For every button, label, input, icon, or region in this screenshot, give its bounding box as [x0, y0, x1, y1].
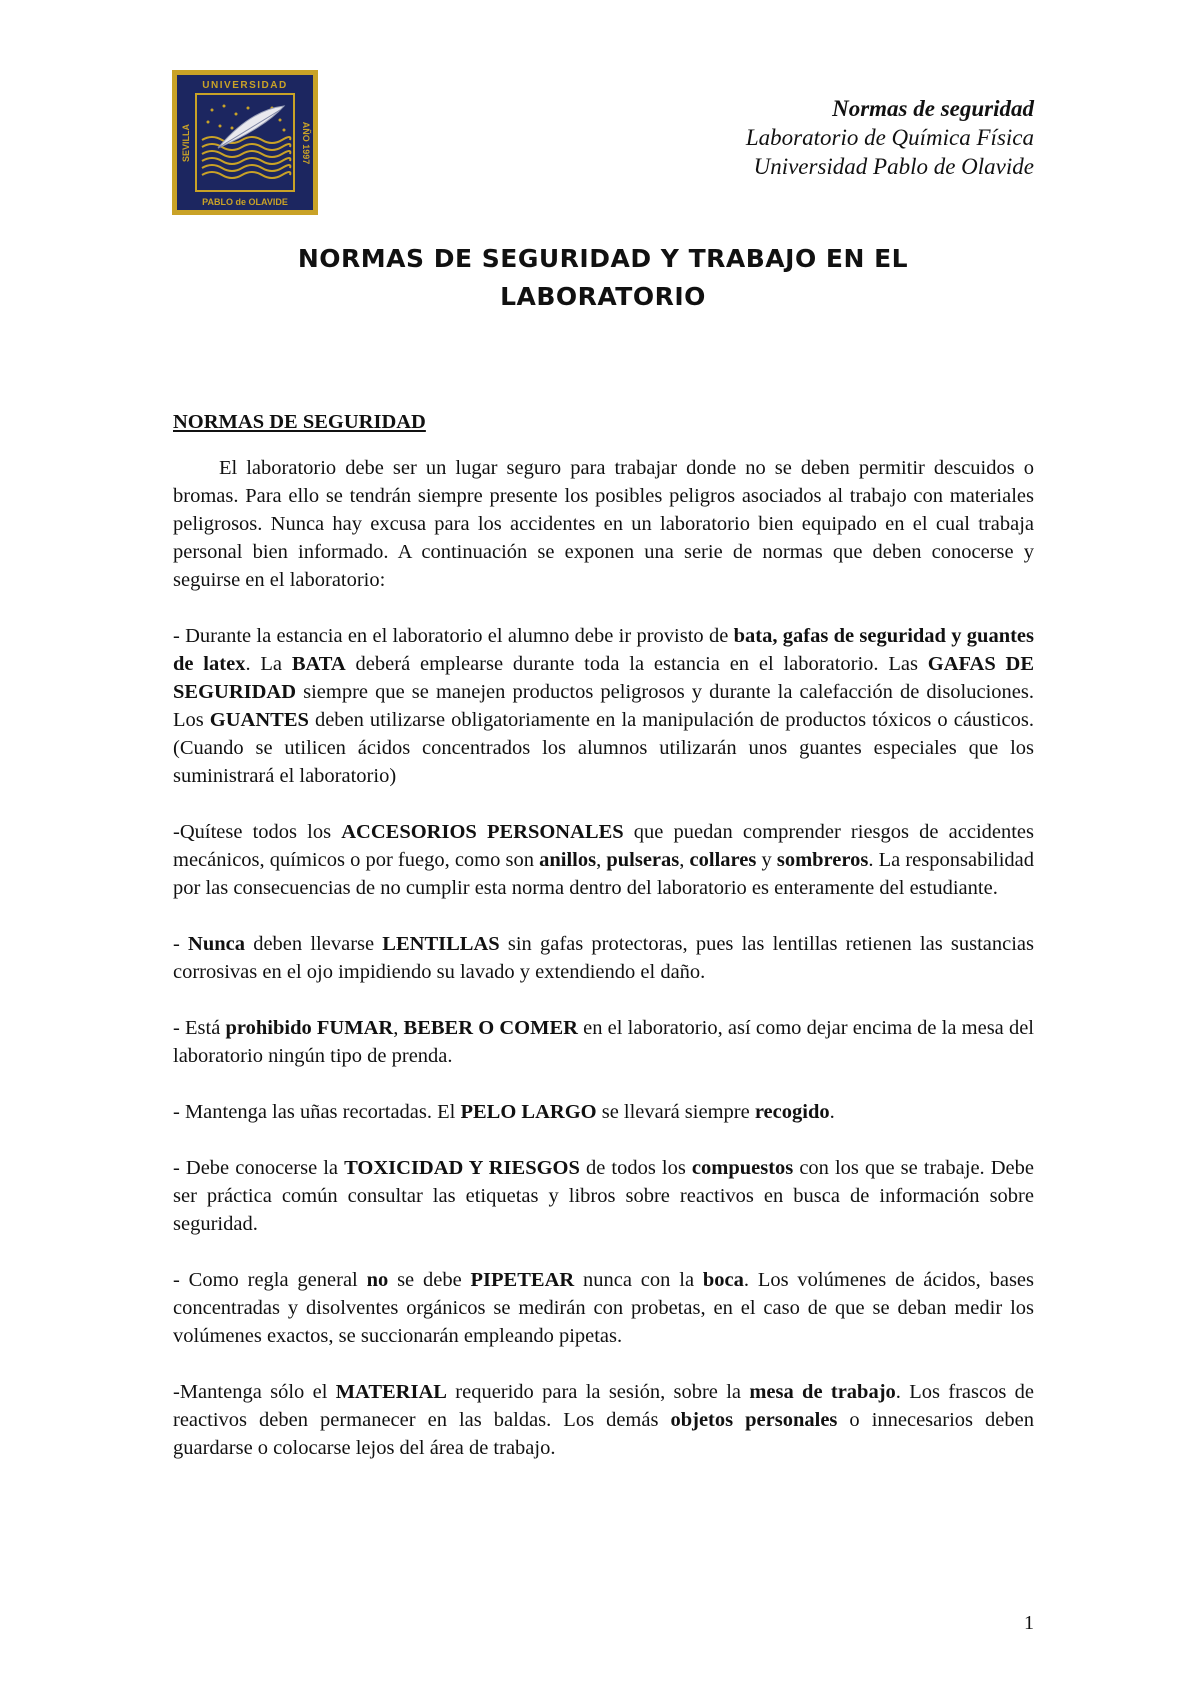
svg-text:UNIVERSIDAD: UNIVERSIDAD [202, 80, 288, 91]
page-number: 1 [1024, 1612, 1034, 1634]
text-run: , [596, 849, 607, 871]
text-run: o innecesarios deben guardarse o colocarse lejos del área de trabajo. [173, 1409, 1034, 1459]
text-run: y [756, 849, 777, 871]
text-run: . La responsabilidad por las consecuencias de no cumplir esta norma dentro del laboratorio es enteramente del estudiante. [173, 849, 1035, 899]
document-header [746, 94, 1034, 181]
svg-text:SEVILLA: SEVILLA [181, 123, 191, 163]
text-run: se llevará siempre [596, 1101, 755, 1123]
rule-contact-lenses [173, 930, 1034, 986]
svg-text:PABLO de OLAVIDE: PABLO de OLAVIDE [202, 197, 288, 207]
text-run: - Como regla general [173, 1269, 367, 1291]
emphasized-text: anillos [539, 849, 597, 871]
text-run: nunca con la [574, 1269, 703, 1291]
university-logo [172, 70, 318, 215]
title-line-2: LABORATORIO [500, 282, 706, 311]
emphasized-text: GUANTES [209, 709, 309, 731]
emphasized-text: objetos personales [670, 1409, 838, 1431]
text-run: siempre que se manejen productos peligrosos y durante la calefacción de disoluciones. Los [173, 681, 1034, 731]
emphasized-text: prohibido FUMAR [225, 1017, 394, 1039]
text-run: . [829, 1101, 835, 1123]
text-run: se debe [388, 1269, 471, 1291]
rule-nails-hair [173, 1098, 1034, 1126]
emphasized-text: PIPETEAR [470, 1269, 575, 1291]
emphasized-text: PELO LARGO [460, 1101, 597, 1123]
emphasized-text: BEBER O COMER [403, 1017, 578, 1039]
text-run: -Quítese todos los [173, 821, 342, 843]
rule-lab-coat-goggles-gloves [173, 622, 1034, 790]
text-run: - Está [173, 1017, 226, 1039]
text-run: con los que se trabaje. Debe ser práctica común consultar las etiquetas y libros sobre reactivos en busca de información sobre seguridad. [173, 1157, 1034, 1235]
text-run: . Los volúmenes de ácidos, bases concentradas y disolventes orgánicos se medirán con probetas, en el caso de que se deban medir los volúmenes exactos, se succionarán empleando pipetas. [173, 1269, 1034, 1347]
text-run: deben utilizarse obligatoriamente en la manipulación de productos tóxicos o cáusticos. (Cuando se utilicen ácidos concentrados los alumnos utilizarán unos guantes especiales que los suministrará el laboratorio) [173, 709, 1034, 787]
emphasized-text: no [366, 1269, 389, 1291]
header-title: Normas de seguridad [832, 96, 1034, 121]
section-heading: NORMAS DE SEGURIDAD [173, 411, 426, 433]
emphasized-text: sombreros [776, 849, 869, 871]
text-run: de todos los [579, 1157, 692, 1179]
text-run: sin gafas protectoras, pues las lentillas retienen las sustancias corrosivas en el ojo impidiendo su lavado y extendiendo el daño. [173, 933, 1034, 983]
rule-no-mouth-pipetting [173, 1266, 1034, 1350]
text-run: - Debe conocerse la [173, 1157, 345, 1179]
rule-no-smoking-eating [173, 1014, 1034, 1070]
text-run: , [679, 849, 690, 871]
text-run: que puedan comprender riesgos de accidentes mecánicos, químicos o por fuego, como son [173, 821, 1035, 871]
emphasized-text: collares [689, 849, 757, 871]
emphasized-text: bata, gafas de seguridad y guantes de latex [173, 625, 1034, 675]
text-run: . Los frascos de reactivos deben permanecer en las baldas. Los demás [173, 1381, 1034, 1431]
emphasized-text: Nunca [188, 933, 245, 955]
text-run: - Durante la estancia en el laboratorio el alumno debe ir provisto de [173, 625, 734, 647]
emphasized-text: TOXICIDAD Y RIESGOS [344, 1157, 580, 1179]
emphasized-text: compuestos [691, 1157, 794, 1179]
emphasized-text: recogido [754, 1101, 830, 1123]
text-run: en el laboratorio, así como dejar encima de la mesa del laboratorio ningún tipo de prenda. [173, 1017, 1034, 1067]
text-run: , [393, 1017, 404, 1039]
intro-paragraph: El laboratorio debe ser un lugar seguro para trabajar donde no se deben permitir descuidos o bromas. Para ello se tendrán siempre presente los posibles peligros asociados al trabajo con materiales peligrosos. Nunca hay excusa para los accidentes en un laboratorio bien equipado en el cual trabaja personal bien informado. A continuación se exponen una serie de normas que deben conocerse y seguirse en el laboratorio: [173, 457, 1034, 591]
emphasized-text: mesa de trabajo [749, 1381, 896, 1403]
emphasized-text: boca [702, 1269, 744, 1291]
document-body [173, 408, 1034, 1490]
title-line-1: NORMAS DE SEGURIDAD Y TRABAJO EN EL [297, 244, 909, 273]
text-run: - [173, 933, 189, 955]
emphasized-text: LENTILLAS [382, 933, 500, 955]
emphasized-text: GAFAS DE SEGURIDAD [173, 653, 1035, 703]
rule-work-table-material [173, 1378, 1034, 1462]
text-run: . La [245, 653, 292, 675]
text-run: requerido para la sesión, sobre la [446, 1381, 750, 1403]
header-university: Universidad Pablo de Olavide [753, 154, 1034, 179]
emphasized-text: MATERIAL [335, 1381, 447, 1403]
svg-text:AÑO 1997: AÑO 1997 [301, 121, 311, 165]
text-run: deben llevarse [245, 933, 383, 955]
emphasized-text: ACCESORIOS PERSONALES [341, 821, 624, 843]
emphasized-text: BATA [291, 653, 346, 675]
text-run: deberá emplearse durante toda la estancia en el laboratorio. Las [345, 653, 928, 675]
rule-toxicity-risks [173, 1154, 1034, 1238]
text-run: - Mantenga las uñas recortadas. El [173, 1101, 461, 1123]
rule-personal-accessories [173, 818, 1034, 902]
header-department: Laboratorio de Química Física [745, 125, 1034, 150]
text-run: -Mantenga sólo el [173, 1381, 336, 1403]
emphasized-text: pulseras [606, 849, 680, 871]
document-title [172, 240, 1034, 316]
